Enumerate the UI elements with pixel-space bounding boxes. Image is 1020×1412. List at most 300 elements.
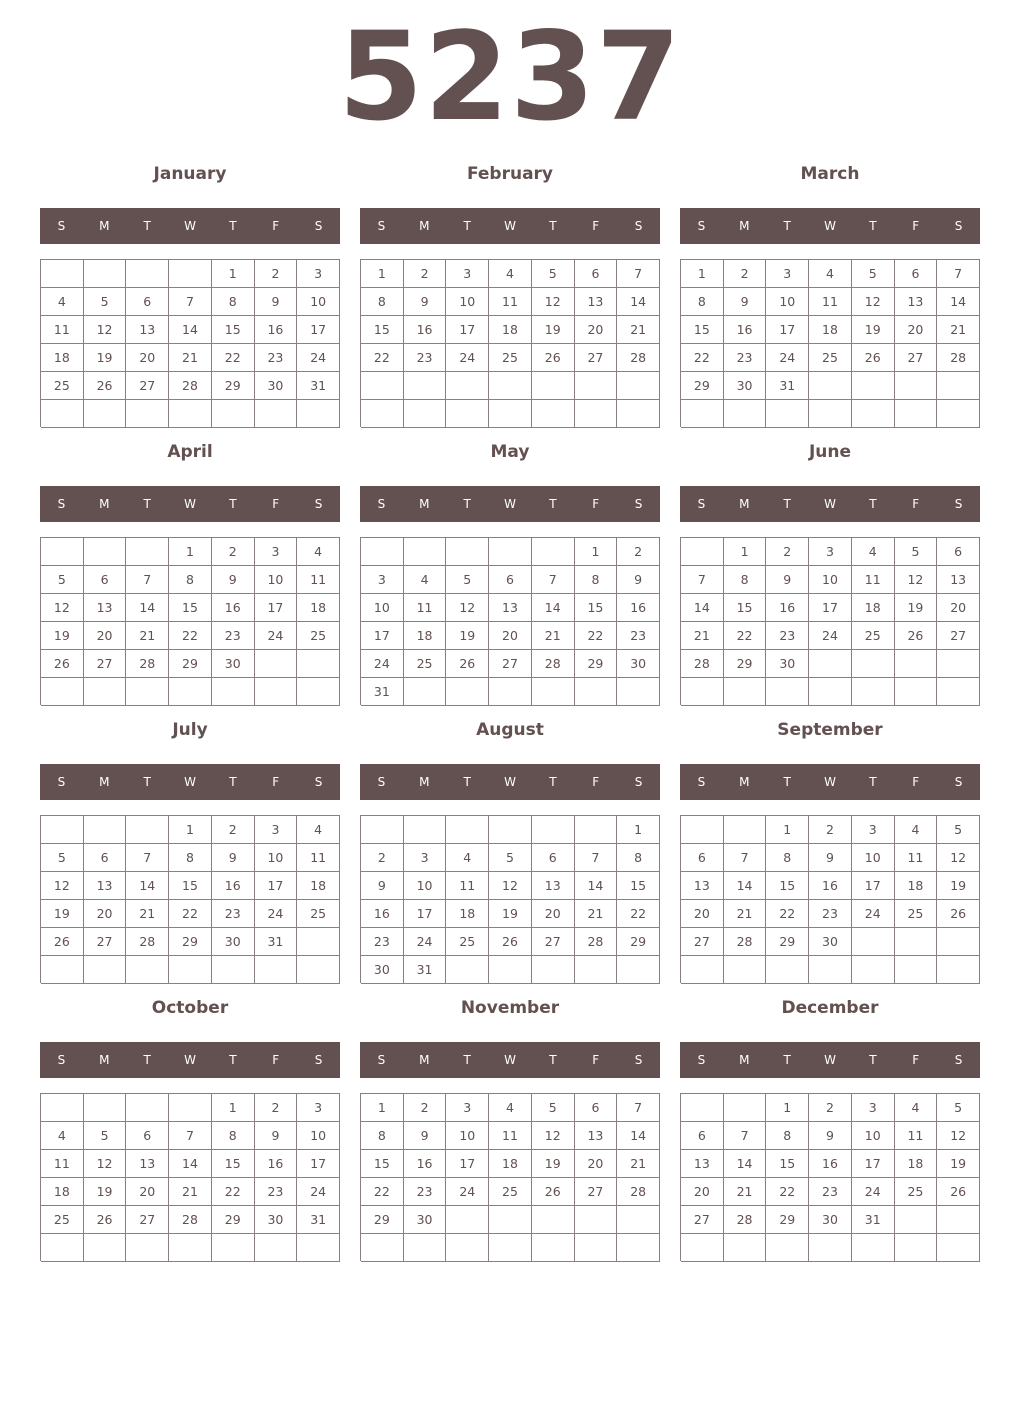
day-cell: 30 [617,650,660,678]
empty-day-cell [532,1234,575,1262]
weekday-label: T [869,1053,877,1067]
empty-day-cell [169,400,212,428]
day-cell: 21 [169,1178,212,1206]
day-cell: 8 [766,1122,809,1150]
empty-day-cell [489,956,532,984]
day-cell: 25 [895,1178,938,1206]
empty-day-cell [169,260,212,288]
empty-day-cell [169,1094,212,1122]
empty-day-cell [809,956,852,984]
weekday-label: F [272,219,280,233]
day-cell: 2 [361,844,404,872]
day-cell: 7 [575,844,618,872]
day-cell: 15 [212,1150,255,1178]
day-cell: 25 [809,344,852,372]
day-cell: 23 [212,622,255,650]
day-cell: 24 [446,344,489,372]
empty-day-cell [724,1094,767,1122]
weekday-label: W [184,219,196,233]
day-cell: 28 [126,928,169,956]
weekday-header [40,1042,340,1078]
day-grid [40,1093,340,1261]
day-cell: 9 [255,288,298,316]
day-cell: 23 [809,900,852,928]
empty-day-cell [532,372,575,400]
day-cell: 10 [297,288,340,316]
day-cell: 22 [724,622,767,650]
weekday-label: F [912,219,920,233]
day-cell: 2 [809,816,852,844]
day-cell: 27 [126,1206,169,1234]
empty-day-cell [446,372,489,400]
day-cell: 20 [126,1178,169,1206]
empty-day-cell [404,678,447,706]
day-cell: 16 [766,594,809,622]
day-cell: 17 [255,872,298,900]
day-cell: 1 [212,260,255,288]
empty-day-cell [809,372,852,400]
day-cell: 10 [255,566,298,594]
day-cell: 6 [681,1122,724,1150]
day-cell: 7 [617,260,660,288]
empty-day-cell [681,1234,724,1262]
day-cell: 20 [84,622,127,650]
day-cell: 18 [895,872,938,900]
empty-day-cell [404,816,447,844]
day-cell: 3 [404,844,447,872]
weekday-label: F [272,1053,280,1067]
day-cell: 19 [937,1150,980,1178]
day-cell: 19 [41,622,84,650]
day-cell: 12 [446,594,489,622]
day-cell: 21 [724,1178,767,1206]
day-cell: 26 [532,1178,575,1206]
day-cell: 25 [41,1206,84,1234]
month-name: July [172,720,208,740]
weekday-header [360,1042,660,1078]
day-cell: 14 [617,1122,660,1150]
day-cell: 18 [297,872,340,900]
day-cell: 12 [852,288,895,316]
day-cell: 31 [297,1206,340,1234]
day-cell: 28 [532,650,575,678]
weekday-label: F [592,1053,600,1067]
day-cell: 1 [169,538,212,566]
weekday-label: S [954,497,963,511]
day-cell: 7 [681,566,724,594]
empty-day-cell [169,1234,212,1262]
month-october [40,997,340,1261]
weekday-label: T [549,1053,557,1067]
empty-day-cell [766,678,809,706]
day-cell: 27 [126,372,169,400]
day-cell: 28 [169,372,212,400]
weekday-header [680,764,980,800]
day-cell: 9 [617,566,660,594]
day-cell: 29 [361,1206,404,1234]
day-cell: 8 [575,566,618,594]
day-cell: 1 [169,816,212,844]
day-cell: 17 [255,594,298,622]
empty-day-cell [126,816,169,844]
day-cell: 31 [852,1206,895,1234]
weekday-label: S [377,497,386,511]
day-cell: 18 [297,594,340,622]
day-cell: 9 [212,566,255,594]
day-cell: 23 [361,928,404,956]
day-cell: 12 [532,288,575,316]
day-cell: 25 [895,900,938,928]
day-cell: 23 [255,344,298,372]
weekday-header [40,764,340,800]
day-cell: 15 [575,594,618,622]
day-cell: 12 [895,566,938,594]
empty-day-cell [489,400,532,428]
day-cell: 12 [84,316,127,344]
empty-day-cell [446,1234,489,1262]
day-cell: 9 [809,844,852,872]
weekday-label: S [697,219,706,233]
day-cell: 31 [255,928,298,956]
day-cell: 22 [681,344,724,372]
day-cell: 19 [852,316,895,344]
month-february [360,163,660,427]
empty-day-cell [937,400,980,428]
day-cell: 21 [126,900,169,928]
empty-day-cell [126,678,169,706]
empty-day-cell [489,372,532,400]
day-cell: 30 [809,1206,852,1234]
empty-day-cell [937,1234,980,1262]
day-cell: 26 [895,622,938,650]
day-grid [360,259,660,427]
day-cell: 16 [724,316,767,344]
day-cell: 1 [361,260,404,288]
day-cell: 9 [255,1122,298,1150]
day-cell: 19 [532,316,575,344]
empty-day-cell [446,538,489,566]
empty-day-cell [681,956,724,984]
day-cell: 4 [852,538,895,566]
day-cell: 11 [297,566,340,594]
day-cell: 27 [84,928,127,956]
weekday-header [680,208,980,244]
empty-day-cell [84,260,127,288]
day-cell: 24 [255,622,298,650]
day-cell: 15 [766,1150,809,1178]
day-cell: 29 [212,1206,255,1234]
weekday-label: S [377,1053,386,1067]
empty-day-cell [361,1234,404,1262]
day-cell: 11 [895,1122,938,1150]
weekday-label: W [504,219,516,233]
day-cell: 12 [41,594,84,622]
weekday-label: T [229,1053,237,1067]
day-grid [680,815,980,983]
day-cell: 1 [617,816,660,844]
day-cell: 12 [489,872,532,900]
weekday-label: T [143,497,151,511]
day-cell: 14 [937,288,980,316]
weekday-header [360,486,660,522]
day-cell: 14 [532,594,575,622]
day-cell: 8 [361,288,404,316]
day-cell: 28 [617,344,660,372]
empty-day-cell [895,650,938,678]
day-cell: 2 [212,538,255,566]
day-cell: 15 [617,872,660,900]
day-cell: 23 [766,622,809,650]
day-cell: 2 [404,1094,447,1122]
day-cell: 13 [575,288,618,316]
day-cell: 5 [446,566,489,594]
day-cell: 6 [575,1094,618,1122]
weekday-label: W [824,219,836,233]
day-cell: 22 [169,622,212,650]
month-july [40,719,340,983]
day-cell: 24 [255,900,298,928]
empty-day-cell [297,928,340,956]
day-cell: 7 [724,1122,767,1150]
day-cell: 3 [446,1094,489,1122]
day-cell: 31 [766,372,809,400]
day-cell: 3 [297,260,340,288]
day-cell: 13 [84,594,127,622]
day-cell: 24 [297,1178,340,1206]
empty-day-cell [212,956,255,984]
weekday-label: S [377,219,386,233]
day-cell: 20 [126,344,169,372]
day-cell: 9 [404,1122,447,1150]
empty-day-cell [489,1234,532,1262]
weekday-label: S [954,1053,963,1067]
day-cell: 23 [809,1178,852,1206]
day-cell: 20 [575,1150,618,1178]
day-cell: 19 [84,1178,127,1206]
day-cell: 13 [126,316,169,344]
weekday-label: S [314,1053,323,1067]
empty-day-cell [41,1094,84,1122]
empty-day-cell [532,816,575,844]
day-cell: 4 [895,1094,938,1122]
weekday-label: T [143,775,151,789]
empty-day-cell [489,678,532,706]
weekday-label: T [229,219,237,233]
day-cell: 11 [297,844,340,872]
month-june [680,441,980,705]
day-cell: 6 [126,1122,169,1150]
day-cell: 9 [361,872,404,900]
day-cell: 14 [169,1150,212,1178]
day-grid [360,537,660,705]
weekday-label: T [783,1053,791,1067]
weekday-label: S [697,497,706,511]
day-cell: 30 [255,1206,298,1234]
weekday-label: S [634,775,643,789]
day-cell: 10 [766,288,809,316]
empty-day-cell [41,1234,84,1262]
day-cell: 13 [681,872,724,900]
empty-day-cell [809,400,852,428]
day-cell: 28 [724,1206,767,1234]
day-cell: 23 [212,900,255,928]
month-august [360,719,660,983]
day-cell: 24 [446,1178,489,1206]
empty-day-cell [212,400,255,428]
empty-day-cell [212,1234,255,1262]
month-march [680,163,980,427]
day-cell: 6 [84,566,127,594]
empty-day-cell [681,816,724,844]
empty-day-cell [361,816,404,844]
day-cell: 22 [212,1178,255,1206]
day-cell: 11 [41,316,84,344]
empty-day-cell [895,400,938,428]
day-cell: 28 [169,1206,212,1234]
weekday-label: S [634,1053,643,1067]
day-cell: 4 [41,1122,84,1150]
day-cell: 25 [489,1178,532,1206]
day-cell: 29 [617,928,660,956]
day-cell: 26 [937,1178,980,1206]
day-cell: 21 [532,622,575,650]
day-cell: 18 [895,1150,938,1178]
weekday-label: F [592,775,600,789]
day-cell: 3 [297,1094,340,1122]
empty-day-cell [852,400,895,428]
day-cell: 4 [446,844,489,872]
day-cell: 5 [852,260,895,288]
day-cell: 29 [575,650,618,678]
empty-day-cell [895,1234,938,1262]
day-cell: 26 [446,650,489,678]
day-cell: 23 [724,344,767,372]
empty-day-cell [84,538,127,566]
day-grid [40,815,340,983]
day-cell: 23 [404,1178,447,1206]
day-cell: 30 [404,1206,447,1234]
day-cell: 10 [361,594,404,622]
weekday-label: W [504,775,516,789]
empty-day-cell [937,372,980,400]
day-cell: 2 [766,538,809,566]
day-cell: 21 [575,900,618,928]
empty-day-cell [84,678,127,706]
empty-day-cell [852,678,895,706]
weekday-label: S [57,219,66,233]
empty-day-cell [84,1234,127,1262]
empty-day-cell [852,1234,895,1262]
day-cell: 5 [895,538,938,566]
weekday-label: F [912,497,920,511]
empty-day-cell [575,400,618,428]
day-cell: 13 [937,566,980,594]
day-cell: 17 [297,1150,340,1178]
empty-day-cell [681,400,724,428]
day-cell: 10 [809,566,852,594]
day-cell: 8 [724,566,767,594]
month-name: February [466,164,554,184]
empty-day-cell [404,400,447,428]
weekday-label: S [697,1053,706,1067]
weekday-label: F [272,775,280,789]
day-cell: 12 [41,872,84,900]
empty-day-cell [297,400,340,428]
day-cell: 14 [126,594,169,622]
weekday-header [360,208,660,244]
weekday-label: T [549,497,557,511]
day-cell: 23 [617,622,660,650]
empty-day-cell [852,956,895,984]
empty-day-cell [361,538,404,566]
day-grid [360,1093,660,1261]
day-cell: 15 [361,1150,404,1178]
day-cell: 10 [446,1122,489,1150]
empty-day-cell [532,400,575,428]
day-cell: 13 [489,594,532,622]
day-cell: 22 [169,900,212,928]
weekday-label: S [57,497,66,511]
month-name: December [781,998,879,1018]
day-cell: 3 [766,260,809,288]
empty-day-cell [41,260,84,288]
day-cell: 14 [724,1150,767,1178]
day-cell: 16 [617,594,660,622]
day-cell: 7 [532,566,575,594]
empty-day-cell [404,538,447,566]
weekday-label: M [419,1053,430,1067]
day-cell: 28 [575,928,618,956]
month-january [40,163,340,427]
day-cell: 19 [446,622,489,650]
day-cell: 5 [41,566,84,594]
day-cell: 26 [84,372,127,400]
day-grid [40,259,340,427]
day-cell: 21 [681,622,724,650]
day-cell: 17 [404,900,447,928]
day-cell: 22 [212,344,255,372]
weekday-label: W [824,1053,836,1067]
day-cell: 25 [297,622,340,650]
empty-day-cell [361,372,404,400]
day-cell: 22 [361,344,404,372]
day-cell: 20 [532,900,575,928]
day-cell: 9 [212,844,255,872]
day-cell: 6 [84,844,127,872]
weekday-label: T [783,497,791,511]
day-cell: 24 [809,622,852,650]
empty-day-cell [41,538,84,566]
day-grid [680,537,980,705]
day-cell: 12 [937,844,980,872]
day-cell: 5 [84,288,127,316]
day-cell: 24 [361,650,404,678]
day-cell: 16 [809,1150,852,1178]
day-cell: 18 [404,622,447,650]
weekday-label: T [143,1053,151,1067]
day-cell: 30 [255,372,298,400]
day-cell: 22 [766,1178,809,1206]
empty-day-cell [937,956,980,984]
weekday-label: M [419,775,430,789]
weekday-label: S [57,1053,66,1067]
day-cell: 12 [532,1122,575,1150]
empty-day-cell [532,1206,575,1234]
day-cell: 5 [532,1094,575,1122]
day-grid [680,1093,980,1261]
day-cell: 2 [255,260,298,288]
empty-day-cell [84,816,127,844]
